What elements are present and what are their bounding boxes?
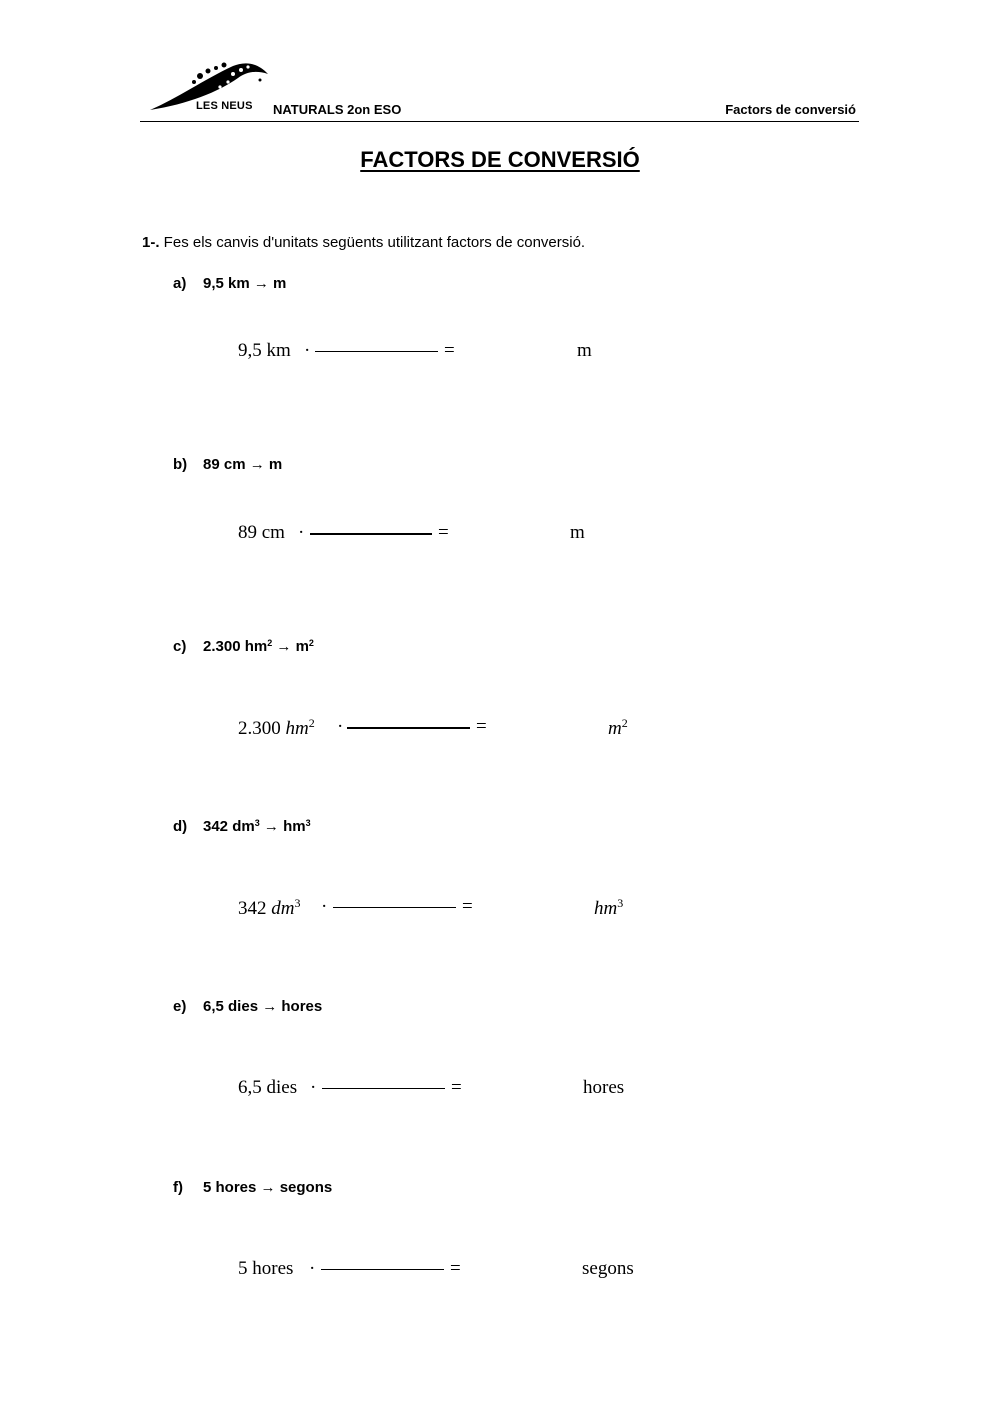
exercise-unit: dm xyxy=(232,818,255,835)
equals-sign: = xyxy=(451,1077,462,1098)
equation-lhs xyxy=(238,896,300,920)
exercise-label-e xyxy=(173,998,322,1015)
exercise-letter: c) xyxy=(173,638,187,655)
exercise-label-c xyxy=(173,638,314,655)
result-unit: hores xyxy=(583,1077,625,1098)
exercise-target: m xyxy=(295,638,309,655)
exercise-label-a xyxy=(173,275,286,292)
equation-c xyxy=(0,716,1000,746)
exercise-target: hm xyxy=(283,818,306,835)
equation-e xyxy=(0,1077,1000,1107)
multiply-dot: · xyxy=(310,1077,317,1098)
equation-lhs: 6,5 dies xyxy=(238,1077,298,1098)
instruction xyxy=(142,234,585,251)
arrow-icon: → xyxy=(276,638,292,655)
header-topic: Factors de conversió xyxy=(725,102,856,117)
lhs-unit: dm xyxy=(271,898,295,919)
page-title: FACTORS DE CONVERSIÓ xyxy=(360,147,640,172)
header-divider xyxy=(140,121,859,122)
fraction-line xyxy=(321,1269,444,1270)
fraction-line xyxy=(347,727,470,729)
multiply-dot: · xyxy=(309,1258,316,1279)
lhs-value: 2.300 xyxy=(238,718,281,739)
equation-d xyxy=(0,896,1000,926)
header-subject: NATURALS 2on ESO xyxy=(273,102,402,117)
equals-sign: = xyxy=(450,1258,461,1279)
result-unit: segons xyxy=(582,1258,634,1279)
equals-sign: = xyxy=(438,522,449,543)
exercise-label-d xyxy=(173,818,311,835)
fraction-line xyxy=(333,907,456,908)
exercise-text: 6,5 dies → hores xyxy=(203,998,323,1015)
fraction-line xyxy=(322,1088,445,1089)
exercise-letter: b) xyxy=(173,456,188,473)
result-unit: m xyxy=(570,522,585,543)
equation-lhs: 89 cm xyxy=(238,522,285,543)
equation-lhs: 5 hores xyxy=(238,1258,294,1279)
result-unit xyxy=(608,716,628,740)
exercise-unit: hm xyxy=(244,638,268,655)
exercise-target-exponent: 2 xyxy=(308,638,314,648)
exercise-label-f xyxy=(173,1179,332,1196)
fraction-line xyxy=(315,351,438,352)
lhs-value: 342 xyxy=(238,898,267,919)
exercise-letter: a) xyxy=(173,275,187,292)
unit-base: m xyxy=(608,718,622,739)
result-unit xyxy=(594,896,623,920)
exercise-exponent: 3 xyxy=(254,818,260,828)
equals-sign: = xyxy=(444,340,455,361)
equals-sign: = xyxy=(462,896,473,917)
arrow-icon: → xyxy=(263,818,279,835)
multiply-dot: · xyxy=(298,522,305,543)
unit-base: hm xyxy=(594,898,618,919)
exercise-text: 5 hores → segons xyxy=(203,1179,333,1196)
exercise-text: 9,5 km → m xyxy=(203,275,287,292)
exercise-value: 2.300 xyxy=(203,638,241,655)
instruction-text: Fes els canvis d'unitats següents utilitzant factors de conversió. xyxy=(159,234,586,251)
equation-lhs xyxy=(238,716,315,740)
exercise-text: 89 cm → m xyxy=(203,456,283,473)
exercise-value: 342 xyxy=(203,818,229,835)
exercise-exponent: 2 xyxy=(267,638,273,648)
exercise-target-exponent: 3 xyxy=(305,818,311,828)
equals-sign: = xyxy=(476,716,487,737)
equation-b xyxy=(0,522,1000,552)
equation-f xyxy=(0,1258,1000,1288)
multiply-dot: · xyxy=(337,716,344,737)
unit-exponent: 3 xyxy=(617,896,624,910)
equation-a xyxy=(0,340,1000,370)
result-unit: m xyxy=(577,340,592,361)
exercise-letter: e) xyxy=(173,998,187,1015)
exercise-label-b xyxy=(173,456,282,473)
lhs-exponent: 2 xyxy=(308,716,315,730)
lhs-exponent: 3 xyxy=(294,896,301,910)
multiply-dot: · xyxy=(321,896,328,917)
lhs-unit: hm xyxy=(285,718,309,739)
multiply-dot: · xyxy=(304,340,311,361)
unit-exponent: 2 xyxy=(621,716,628,730)
fraction-line xyxy=(310,533,432,535)
logo-text: LES NEUS xyxy=(196,100,253,112)
equation-lhs: 9,5 km xyxy=(238,340,291,361)
exercise-letter: d) xyxy=(173,818,188,835)
exercise-letter: f) xyxy=(173,1179,183,1196)
instruction-number: 1-. xyxy=(142,234,160,251)
